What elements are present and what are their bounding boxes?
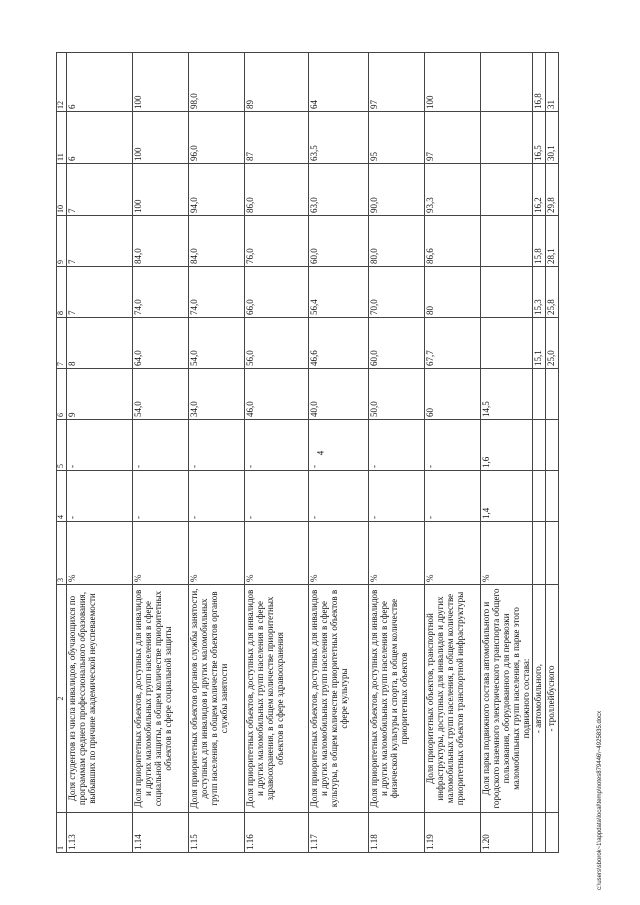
- row-value: [481, 216, 533, 267]
- column-header: 7: [57, 318, 67, 369]
- row-unit: %: [309, 522, 369, 585]
- row-value: 16,2: [533, 164, 546, 216]
- row-value: 74,0: [133, 267, 189, 318]
- row-unit: %: [133, 522, 189, 585]
- row-value: -: [189, 471, 245, 522]
- row-id: 1.14: [133, 813, 189, 853]
- row-unit: %: [67, 522, 133, 585]
- row-value: 100: [133, 53, 189, 112]
- row-unit: %: [189, 522, 245, 585]
- row-value: -: [133, 471, 189, 522]
- row-id: [546, 813, 559, 853]
- row-value: 54,0: [189, 318, 245, 369]
- row-unit: %: [369, 522, 425, 585]
- row-value: [481, 267, 533, 318]
- row-value: 7: [67, 267, 133, 318]
- column-header: 8: [57, 267, 67, 318]
- row-value: 76,0: [245, 216, 309, 267]
- row-value: [533, 471, 546, 522]
- page-number: 4: [315, 450, 325, 456]
- row-value: 96,0: [189, 112, 245, 164]
- row-value: [533, 420, 546, 471]
- table-row: [425, 53, 481, 853]
- column-header: 12: [57, 53, 67, 112]
- row-value: 97: [369, 53, 425, 112]
- row-value: 64,0: [133, 318, 189, 369]
- sub-row: [546, 53, 559, 853]
- row-id: [533, 813, 546, 853]
- row-value: 34,0: [189, 369, 245, 420]
- row-value: 50,0: [369, 369, 425, 420]
- row-description: Доля парка подвижного состава автомобильного и городского наземного электрического транспорта общего пользования, оборудованного для перевозки маломобильных групп населения, в парке этого подвижного состава:: [481, 585, 533, 813]
- row-description: Доля приоритетных объектов, доступных для инвалидов и других маломобильных групп населения в сфере социальной защиты, в общем количестве приоритетных объектов в сфере социальной защиты: [133, 585, 189, 813]
- row-id: 1.17: [309, 813, 369, 853]
- row-value: 31: [546, 53, 559, 112]
- row-value: 29,8: [546, 164, 559, 216]
- row-value: 1,6: [481, 420, 533, 471]
- column-header: 10: [57, 164, 67, 216]
- row-value: [481, 164, 533, 216]
- row-value: [546, 369, 559, 420]
- row-id: 1.16: [245, 813, 309, 853]
- row-unit: %: [245, 522, 309, 585]
- table-row: [309, 53, 369, 853]
- row-value: 63,5: [309, 112, 369, 164]
- row-value: 15,3: [533, 267, 546, 318]
- row-value: 46,6: [309, 318, 369, 369]
- row-value: 56,4: [309, 267, 369, 318]
- row-value: 94,0: [189, 164, 245, 216]
- row-id: 1.20: [481, 813, 533, 853]
- column-header: 1: [57, 813, 67, 853]
- row-value: [533, 369, 546, 420]
- row-value: 87: [245, 112, 309, 164]
- row-description: - троллейбусного: [546, 585, 559, 813]
- row-value: -: [425, 471, 481, 522]
- row-value: 15,1: [533, 318, 546, 369]
- row-id: 1.18: [369, 813, 425, 853]
- row-description: - автомобильного,: [533, 585, 546, 813]
- row-value: 60: [425, 369, 481, 420]
- row-description: Доля приоритетных объектов, доступных для инвалидов и других маломобильных групп населения в сфере здравоохранения, в общем количестве приоритетных объектов в сфере здравоохранения: [245, 585, 309, 813]
- row-value: 25,8: [546, 267, 559, 318]
- row-value: -: [309, 471, 369, 522]
- row-value: 6: [67, 53, 133, 112]
- column-header: 2: [57, 585, 67, 813]
- row-value: 16,5: [533, 112, 546, 164]
- row-value: 8: [67, 318, 133, 369]
- table-row: [189, 53, 245, 853]
- row-value: [546, 471, 559, 522]
- table-row: [245, 53, 309, 853]
- row-value: 95: [369, 112, 425, 164]
- row-unit: %: [481, 522, 533, 585]
- row-value: 15,8: [533, 216, 546, 267]
- row-value: 14,5: [481, 369, 533, 420]
- sub-row: [533, 53, 546, 853]
- row-value: 60,0: [309, 216, 369, 267]
- row-value: -: [369, 420, 425, 471]
- row-value: 6: [67, 112, 133, 164]
- column-header: 11: [57, 112, 67, 164]
- row-value: -: [245, 420, 309, 471]
- row-value: 28,1: [546, 216, 559, 267]
- rotated-page: [56, 53, 606, 853]
- row-value: 80: [425, 267, 481, 318]
- row-value: -: [245, 471, 309, 522]
- row-value: [481, 53, 533, 112]
- row-unit: %: [425, 522, 481, 585]
- row-description: Доля студентов из числа инвалидов, обучающихся по программам среднего профессионального образования, выбывших по причине академической неуспеваемости: [67, 585, 133, 813]
- row-value: 40,0: [309, 369, 369, 420]
- row-value: 90,0: [369, 164, 425, 216]
- column-header: 5: [57, 420, 67, 471]
- row-value: 86,6: [425, 216, 481, 267]
- row-id: 1.15: [189, 813, 245, 853]
- row-description: Доля приоритетных объектов, транспортной инфраструктуры, доступных для инвалидов и других маломобильных групп населения, в общем количестве приоритетных объектов транспортной инфраструктуры: [425, 585, 481, 813]
- row-value: -: [425, 420, 481, 471]
- row-value: 98,0: [189, 53, 245, 112]
- row-value: [546, 420, 559, 471]
- row-value: 84,0: [133, 216, 189, 267]
- row-value: 60,0: [369, 318, 425, 369]
- column-header: 3: [57, 522, 67, 585]
- row-value: 89: [245, 53, 309, 112]
- row-value: 74,0: [189, 267, 245, 318]
- table-row: [481, 53, 533, 853]
- row-value: 54,0: [133, 369, 189, 420]
- row-value: 70,0: [369, 267, 425, 318]
- row-id: 1.19: [425, 813, 481, 853]
- table-row: [133, 53, 189, 853]
- row-value: 25,0: [546, 318, 559, 369]
- row-value: 7: [67, 164, 133, 216]
- row-value: 64: [309, 53, 369, 112]
- row-value: 67,7: [425, 318, 481, 369]
- row-value: -: [67, 471, 133, 522]
- row-value: 100: [133, 112, 189, 164]
- row-value: 100: [425, 53, 481, 112]
- indicators-table: [56, 52, 559, 853]
- row-description: Доля приоритетных объектов, доступных для инвалидов и других маломобильных групп населения в сфере физической культуры и спорта, в общем количестве приоритетных объектов: [369, 585, 425, 813]
- row-value: 100: [133, 164, 189, 216]
- row-value: 93,3: [425, 164, 481, 216]
- row-value: 80,0: [369, 216, 425, 267]
- row-value: -: [309, 420, 369, 471]
- row-value: -: [67, 420, 133, 471]
- row-value: 63,0: [309, 164, 369, 216]
- table-row: [67, 53, 133, 853]
- row-value: 46,0: [245, 369, 309, 420]
- header-row: [57, 53, 67, 853]
- row-value: [481, 112, 533, 164]
- row-value: 86,0: [245, 164, 309, 216]
- row-value: 7: [67, 216, 133, 267]
- row-value: -: [189, 420, 245, 471]
- row-unit: [546, 522, 559, 585]
- row-unit: [533, 522, 546, 585]
- row-value: 56,0: [245, 318, 309, 369]
- column-header: 9: [57, 216, 67, 267]
- row-value: -: [133, 420, 189, 471]
- row-id: 1.13: [67, 813, 133, 853]
- row-value: 30,1: [546, 112, 559, 164]
- row-value: 9: [67, 369, 133, 420]
- table-row: [369, 53, 425, 853]
- row-description: Доля приоритетных объектов, доступных для инвалидов и других маломобильных групп населения в сфере культуры, в общем количестве приоритетных объектов в сфере культуры: [309, 585, 369, 813]
- row-value: 84,0: [189, 216, 245, 267]
- row-value: 16,8: [533, 53, 546, 112]
- file-path-footer: c:\users\sborok~1\appdata\local\temp\notes879446\~4925835.docx: [597, 710, 603, 890]
- row-value: [481, 318, 533, 369]
- row-value: 1,4: [481, 471, 533, 522]
- row-value: 66,0: [245, 267, 309, 318]
- row-value: -: [369, 471, 425, 522]
- column-header: 4: [57, 471, 67, 522]
- row-description: Доля приоритетных объектов органов службы занятости, доступных для инвалидов и других маломобильных групп населения, в общем количестве объектов органов службы занятости: [189, 585, 245, 813]
- row-value: 97: [425, 112, 481, 164]
- column-header: 6: [57, 369, 67, 420]
